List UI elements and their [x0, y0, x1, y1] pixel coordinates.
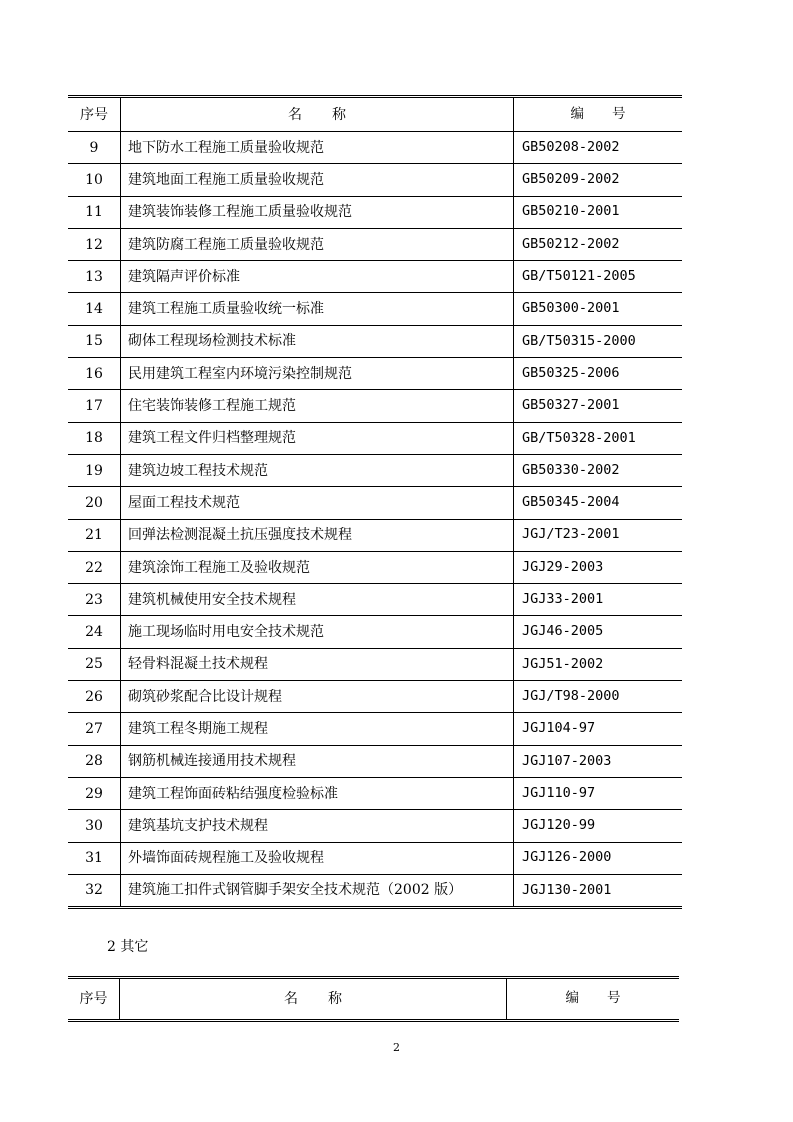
row-standard-code: GB50325-2006: [514, 358, 683, 390]
row-standard-name: 建筑基坑支护技术规程: [121, 810, 514, 842]
row-serial-number: 24: [68, 616, 121, 648]
row-serial-number: 27: [68, 713, 121, 745]
row-standard-code: GB50327-2001: [514, 390, 683, 422]
row-standard-code: JGJ120-99: [514, 810, 683, 842]
row-standard-name: 建筑隔声评价标准: [121, 261, 514, 293]
table-row: [68, 325, 682, 357]
row-standard-name: 建筑防腐工程施工质量验收规范: [121, 228, 514, 260]
row-standard-name: 建筑工程文件归档整理规范: [121, 422, 514, 454]
row-standard-name: 砌筑砂浆配合比设计规程: [121, 681, 514, 713]
table-row: [68, 164, 682, 196]
row-standard-name: 民用建筑工程室内环境污染控制规范: [121, 358, 514, 390]
row-serial-number: 31: [68, 842, 121, 874]
table-row: [68, 648, 682, 680]
row-serial-number: 20: [68, 487, 121, 519]
row-serial-number: 32: [68, 874, 121, 907]
row-standard-code: JGJ/T23-2001: [514, 519, 683, 551]
row-serial-number: 13: [68, 261, 121, 293]
section-heading: 2 其它: [107, 939, 149, 955]
page-number: 2: [393, 1041, 400, 1054]
header-name: [121, 97, 514, 132]
row-standard-name: 建筑工程饰面砖粘结强度检验标准: [121, 777, 514, 809]
row-standard-code: GB50208-2002: [514, 132, 683, 164]
row-standard-code: JGJ130-2001: [522, 881, 612, 898]
row-standard-code: GB50209-2002: [514, 164, 683, 196]
row-serial-number: 12: [68, 228, 121, 260]
table-row: [68, 842, 682, 874]
row-standard-name: 建筑工程施工质量验收统一标准: [121, 293, 514, 325]
table-row: [68, 681, 682, 713]
table-row: [68, 713, 682, 745]
table-row: [68, 228, 682, 260]
row-serial-number: 18: [68, 422, 121, 454]
other-standards-table: [68, 976, 679, 1022]
table-row: [68, 777, 682, 809]
header-name-char-1: 名: [288, 106, 302, 123]
header-name-char-2: 称: [328, 991, 342, 1007]
row-serial-number: 22: [68, 551, 121, 583]
row-standard-code: JGJ107-2003: [514, 745, 683, 777]
row-standard-code: GB50330-2002: [514, 454, 683, 486]
header-code-char-2: 号: [612, 105, 626, 122]
table-row: [68, 487, 682, 519]
row-standard-code: GB/T50315-2000: [514, 325, 683, 357]
header-code: [507, 978, 680, 1021]
row-standard-name: 建筑装饰装修工程施工质量验收规范: [121, 196, 514, 228]
header-code-char-1: 编: [570, 105, 584, 122]
standards-table: [68, 95, 682, 909]
row-standard-code: GB50300-2001: [514, 293, 683, 325]
row-serial-number: 15: [68, 325, 121, 357]
row-standard-code: JGJ/T98-2000: [514, 681, 683, 713]
row-standard-code: JGJ51-2002: [514, 648, 683, 680]
row-serial-number: 26: [68, 681, 121, 713]
row-standard-name: 建筑涂饰工程施工及验收规范: [121, 551, 514, 583]
row-standard-name: 建筑机械使用安全技术规程: [121, 584, 514, 616]
header-name-char-1: 名: [284, 991, 298, 1007]
row-standard-name: 住宅装饰装修工程施工规范: [121, 390, 514, 422]
row-standard-name: 屋面工程技术规范: [121, 487, 514, 519]
header-code-char-2: 号: [607, 990, 621, 1007]
row-standard-name: 外墙饰面砖规程施工及验收规程: [121, 842, 514, 874]
header-serial-number: 序号: [68, 978, 120, 1021]
row-serial-number: 25: [68, 648, 121, 680]
row-serial-number: 21: [68, 519, 121, 551]
row-standard-name: 回弹法检测混凝土抗压强度技术规程: [121, 519, 514, 551]
header-code-char-1: 编: [565, 990, 579, 1007]
table-row: [68, 390, 682, 422]
header-name: [120, 978, 507, 1021]
row-serial-number: 23: [68, 584, 121, 616]
table-row: [68, 616, 682, 648]
row-serial-number: 28: [68, 745, 121, 777]
table-row: [68, 519, 682, 551]
table-row: [68, 551, 682, 583]
row-standard-name: 施工现场临时用电安全技术规范: [121, 616, 514, 648]
table-header-row: [68, 97, 682, 132]
row-serial-number: 29: [68, 777, 121, 809]
row-standard-code: JGJ33-2001: [514, 584, 683, 616]
row-standard-name: 轻骨料混凝土技术规程: [121, 648, 514, 680]
header-code: [514, 97, 683, 132]
row-standard-name: 砌体工程现场检测技术标准: [121, 325, 514, 357]
row-serial-number: 10: [68, 164, 121, 196]
standards-table-body: [68, 132, 682, 908]
header-serial-number: 序号: [68, 97, 121, 132]
table-header-row: [68, 978, 679, 1021]
row-serial-number: 9: [68, 132, 121, 164]
table-row: [68, 261, 682, 293]
table-row: [68, 358, 682, 390]
header-name-char-2: 称: [332, 106, 346, 123]
row-standard-code: GB50345-2004: [514, 487, 683, 519]
row-standard-name: 建筑边坡工程技术规范: [121, 454, 514, 486]
row-standard-code: JGJ126-2000: [514, 842, 683, 874]
row-serial-number: 17: [68, 390, 121, 422]
table-row: [68, 874, 682, 907]
row-standard-code: GB/T50328-2001: [514, 422, 683, 454]
row-standard-name: 建筑地面工程施工质量验收规范: [121, 164, 514, 196]
row-serial-number: 30: [68, 810, 121, 842]
row-standard-code: JGJ104-97: [514, 713, 683, 745]
row-standard-code: JGJ29-2003: [514, 551, 683, 583]
table-row: [68, 422, 682, 454]
row-standard-code: GB50212-2002: [514, 228, 683, 260]
table-row: [68, 745, 682, 777]
row-standard-name: 建筑施工扣件式钢管脚手架安全技术规范（2002 版）: [121, 874, 514, 907]
row-standard-code: JGJ110-97: [514, 777, 683, 809]
row-serial-number: 19: [68, 454, 121, 486]
row-serial-number: 11: [68, 196, 121, 228]
row-standard-code: GB50210-2001: [514, 196, 683, 228]
row-serial-number: 16: [68, 358, 121, 390]
row-standard-code: JGJ46-2005: [514, 616, 683, 648]
row-standard-name: 钢筋机械连接通用技术规程: [121, 745, 514, 777]
table-row: [68, 196, 682, 228]
row-serial-number: 14: [68, 293, 121, 325]
table-row: [68, 810, 682, 842]
table-row: [68, 132, 682, 164]
row-standard-name: 建筑工程冬期施工规程: [121, 713, 514, 745]
table-row: [68, 293, 682, 325]
table-row: [68, 584, 682, 616]
table-row: [68, 454, 682, 486]
row-standard-code: GB/T50121-2005: [514, 261, 683, 293]
row-standard-name: 地下防水工程施工质量验收规范: [121, 132, 514, 164]
